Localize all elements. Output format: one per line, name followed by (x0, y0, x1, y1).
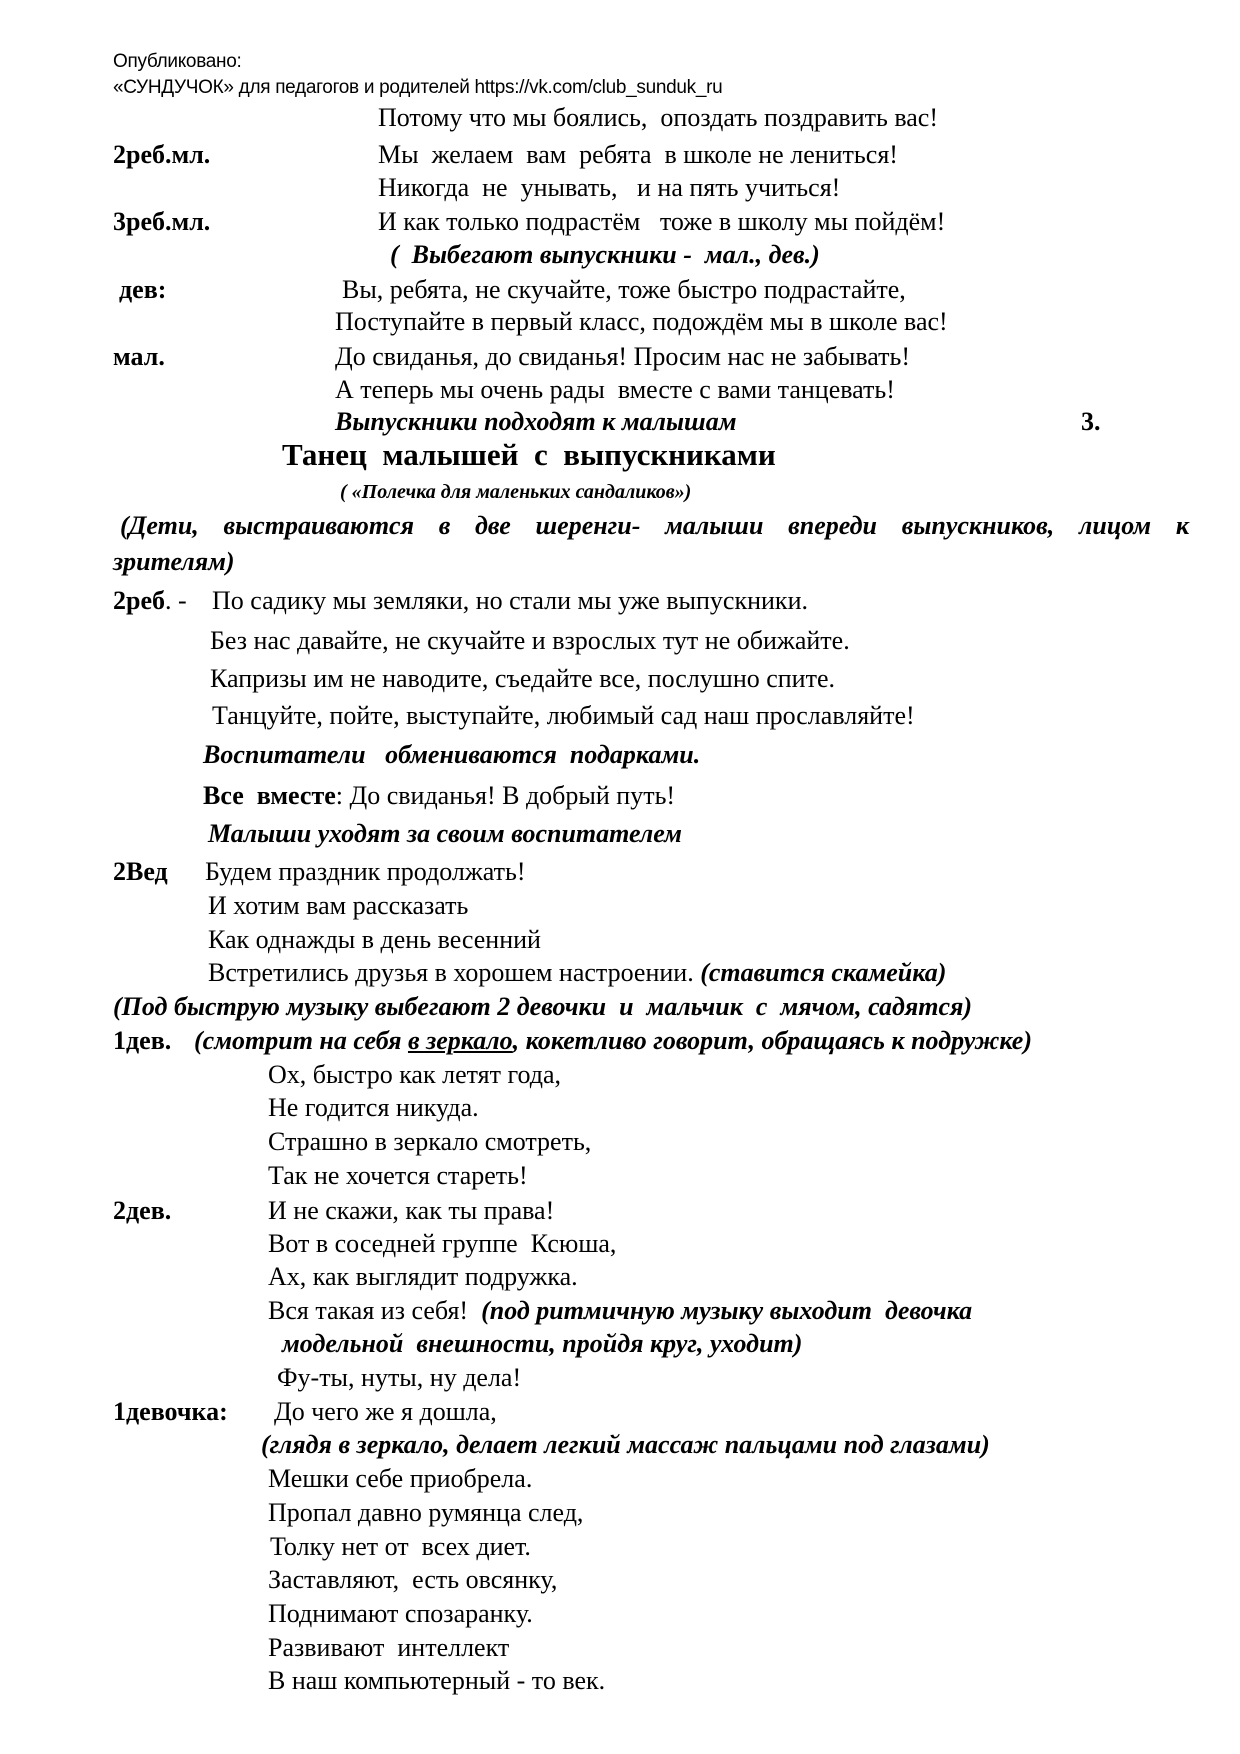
script-line: Поступайте в первый класс, подождём мы в школе вас! (335, 307, 948, 336)
script-line: Будем праздник продолжать! (205, 857, 526, 886)
script-line: Потому что мы боялись, опоздать поздравить вас! (378, 103, 939, 132)
stage-direction: (Под быструю музыку выбегают 2 девочки и мальчик с мячом, садятся) (113, 992, 973, 1021)
script-line: Как однажды в день весенний (208, 925, 541, 954)
stage-direction: (Дети, выстраиваются в две шеренги- малыши впереди выпускников, лицом к (120, 511, 1189, 540)
script-line: По садику мы земляки, но стали мы уже выпускники. (212, 586, 808, 615)
script-line: Страшно в зеркало смотреть, (268, 1127, 592, 1156)
direction-text: , кокетливо говорит, обращаясь к подружке) (512, 1026, 1032, 1055)
section-subtitle: ( «Полечка для маленьких сандаликов») (340, 481, 692, 503)
published-label: Опубликовано: (113, 51, 242, 72)
script-line: Заставляют, есть овсянку, (268, 1565, 558, 1594)
stage-direction: (ставится скамейка) (700, 958, 947, 987)
item-number: 3. (1081, 407, 1101, 436)
script-line: Вы, ребята, не скучайте, тоже быстро подрастайте, (342, 275, 906, 304)
script-line: Ох, быстро как летят года, (268, 1060, 561, 1089)
script-line: Никогда не унывать, и на пять учиться! (378, 173, 841, 202)
speaker-label: Все вместе (203, 781, 336, 810)
script-line: Развивают интеллект (268, 1633, 510, 1662)
script-line: Мы желаем вам ребята в школе не лениться! (378, 140, 898, 169)
source-line: «СУНДУЧОК» для педагогов и родителей https://vk.com/club_sunduk_ru (113, 77, 723, 98)
stage-direction: зрителям) (113, 547, 235, 576)
script-line: А теперь мы очень рады вместе с вами танцевать! (335, 375, 895, 404)
underlined-text: в зеркало (407, 1026, 513, 1055)
script-line (113, 585, 200, 617)
script-line: Вот в соседней группе Ксюша, (268, 1229, 617, 1258)
speaker-label: 2реб.мл. (113, 140, 211, 169)
line-text: : До свиданья! В добрый путь! (335, 781, 676, 810)
script-line: Без нас давайте, не скучайте и взрослых тут не обижайте. (210, 626, 850, 655)
script-line: И как только подрастём тоже в школу мы пойдём! (378, 207, 946, 236)
speaker-label: 2Вед (113, 857, 168, 886)
speaker-label: 1девочка: (113, 1397, 228, 1426)
script-line (203, 780, 675, 812)
stage-direction (194, 1025, 1032, 1057)
stage-direction: Воспитатели обмениваются подарками. (203, 740, 701, 769)
script-line: Капризы им не наводите, съедайте все, послушно спите. (210, 664, 836, 693)
script-line: Танцуйте, пойте, выступайте, любимый сад наш прославляйте! (212, 701, 915, 730)
stage-direction: ( Выбегают выпускники - мал., дев.) (390, 240, 820, 269)
speaker-label: 2реб (113, 586, 165, 615)
direction-text: (смотрит на себя (194, 1026, 408, 1055)
script-line: Толку нет от всех диет. (270, 1532, 531, 1561)
speaker-label: мал. (113, 342, 165, 371)
section-title: Танец малышей с выпускниками (282, 437, 776, 472)
script-line: До чего же я дошла, (274, 1397, 497, 1426)
stage-direction: Малыши уходят за своим воспитателем (208, 819, 682, 848)
speaker-label: 3реб.мл. (113, 207, 211, 236)
script-line: Ах, как выглядит подружка. (268, 1262, 578, 1291)
script-line: Так не хочется стареть! (268, 1161, 528, 1190)
script-line: И хотим вам рассказать (208, 891, 469, 920)
script-line: Пропал давно румянца след, (268, 1498, 584, 1527)
line-text: Встретились друзья в хорошем настроении. (208, 958, 701, 987)
stage-direction: (под ритмичную музыку выходит девочка (481, 1296, 973, 1325)
speaker-label: 1дев. (113, 1026, 172, 1055)
stage-direction: Выпускники подходят к малышам (335, 407, 737, 436)
stage-direction: (глядя в зеркало, делает легкий массаж пальцами под глазами) (261, 1430, 990, 1459)
stage-direction: модельной внешности, пройдя круг, уходит) (282, 1329, 803, 1358)
script-line: Мешки себе приобрела. (268, 1464, 533, 1493)
speaker-label: 2дев. (113, 1196, 172, 1225)
script-line (268, 1295, 972, 1327)
line-text: Вся такая из себя! (268, 1296, 482, 1325)
script-line: До свиданья, до свиданья! Просим нас не забывать! (335, 342, 911, 371)
script-line: Поднимают спозаранку. (268, 1599, 533, 1628)
script-line (208, 957, 946, 989)
script-line: Фу-ты, нуты, ну дела! (277, 1363, 522, 1392)
script-line: И не скажи, как ты права! (268, 1196, 555, 1225)
script-line: Не годится никуда. (268, 1093, 479, 1122)
script-line: В наш компьютерный - то век. (268, 1666, 606, 1695)
speaker-label: дев: (119, 275, 167, 304)
separator: . - (165, 586, 200, 615)
